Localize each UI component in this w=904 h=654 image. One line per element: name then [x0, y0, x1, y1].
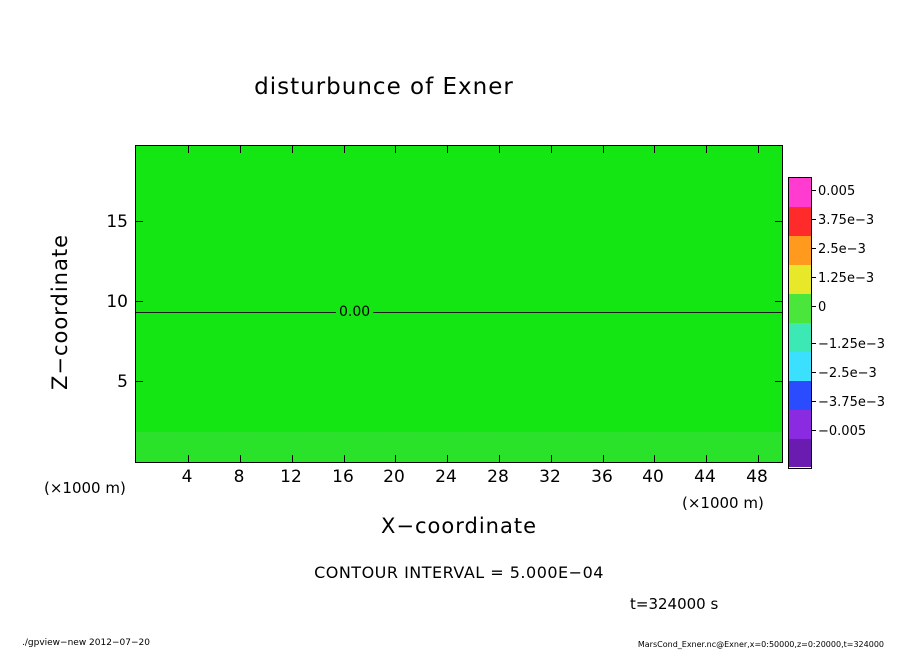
x-tick-label: 20 [383, 467, 405, 487]
x-tick-label: 16 [332, 467, 354, 487]
field-fill [136, 146, 782, 462]
x-tick-top [758, 146, 759, 153]
colorbar-band [789, 207, 811, 236]
x-tick-bottom [292, 455, 293, 462]
y-tick-right [775, 301, 782, 302]
x-tick-label: 36 [591, 467, 613, 487]
y-tick-label: 15 [106, 212, 128, 232]
x-tick-top [395, 146, 396, 153]
colorbar-band [789, 381, 811, 410]
x-tick-label: 24 [435, 467, 457, 487]
colorbar [788, 177, 812, 469]
time-label: t=324000 s [630, 595, 719, 613]
x-tick-bottom [395, 455, 396, 462]
colorbar-band [789, 439, 811, 467]
footer-left: ./gpview−new 2012−07−20 [22, 638, 150, 648]
x-tick-bottom [551, 455, 552, 462]
colorbar-tick [811, 190, 816, 191]
x-tick-top [240, 146, 241, 153]
colorbar-tick [811, 277, 816, 278]
x-tick-label: 28 [487, 467, 509, 487]
x-tick-top [188, 146, 189, 153]
x-tick-label: 40 [642, 467, 664, 487]
x-tick-bottom [758, 455, 759, 462]
x-tick-top [499, 146, 500, 153]
colorbar-band [789, 410, 811, 439]
x-tick-top [603, 146, 604, 153]
y-tick-left [136, 301, 143, 302]
x-tick-bottom [603, 455, 604, 462]
x-tick-label: 8 [233, 467, 245, 487]
colorbar-label: 2.5e−3 [818, 242, 866, 257]
colorbar-tick [811, 343, 816, 344]
colorbar-label: 3.75e−3 [818, 213, 875, 228]
x-tick-bottom [499, 455, 500, 462]
x-tick-label: 48 [746, 467, 768, 487]
x-tick-top [551, 146, 552, 153]
x-tick-bottom [240, 455, 241, 462]
colorbar-tick [811, 401, 816, 402]
plot-area [135, 145, 783, 463]
colorbar-tick [811, 430, 816, 431]
x-tick-top [344, 146, 345, 153]
colorbar-band [789, 294, 811, 323]
colorbar-tick [811, 248, 816, 249]
y-tick-left [136, 381, 143, 382]
colorbar-tick [811, 372, 816, 373]
x-tick-top [447, 146, 448, 153]
x-tick-bottom [447, 455, 448, 462]
bottom-band-undulation [136, 432, 782, 438]
colorbar-label: −1.25e−3 [818, 337, 885, 352]
x-axis-unit-left: (×1000 m) [44, 479, 126, 497]
colorbar-label: 0 [818, 300, 827, 315]
colorbar-label: 0.005 [818, 184, 856, 199]
x-axis-title: X−coordinate [381, 514, 537, 538]
zero-contour-line [136, 312, 782, 313]
y-tick-left [136, 221, 143, 222]
colorbar-label: −3.75e−3 [818, 395, 885, 410]
colorbar-tick [811, 219, 816, 220]
x-tick-top [292, 146, 293, 153]
contour-interval-label: CONTOUR INTERVAL = 5.000E−04 [314, 563, 604, 582]
zero-contour-label: 0.00 [336, 305, 373, 319]
x-tick-label: 4 [181, 467, 193, 487]
x-tick-bottom [706, 455, 707, 462]
x-tick-top [654, 146, 655, 153]
x-tick-label: 12 [280, 467, 302, 487]
footer-right: MarsCond_Exner.nc@Exner,x=0:50000,z=0:20000,t=324000 [637, 640, 884, 649]
y-axis-title: Z−coordinate [48, 234, 72, 390]
x-tick-bottom [654, 455, 655, 462]
colorbar-band [789, 265, 811, 294]
colorbar-tick [811, 306, 816, 307]
y-tick-right [775, 221, 782, 222]
colorbar-label: 1.25e−3 [818, 271, 875, 286]
colorbar-label: −2.5e−3 [818, 366, 877, 381]
x-tick-label: 32 [539, 467, 561, 487]
y-tick-label: 10 [106, 292, 128, 312]
y-tick-right [775, 381, 782, 382]
x-tick-label: 44 [694, 467, 716, 487]
colorbar-label: −0.005 [818, 424, 867, 439]
colorbar-band [789, 352, 811, 381]
colorbar-band [789, 236, 811, 265]
colorbar-band [789, 178, 811, 207]
x-tick-bottom [344, 455, 345, 462]
page-title: disturbunce of Exner [254, 74, 514, 100]
x-tick-top [706, 146, 707, 153]
x-axis-unit-right: (×1000 m) [682, 494, 764, 512]
colorbar-band [789, 323, 811, 352]
y-tick-label: 5 [117, 372, 128, 392]
x-tick-bottom [188, 455, 189, 462]
